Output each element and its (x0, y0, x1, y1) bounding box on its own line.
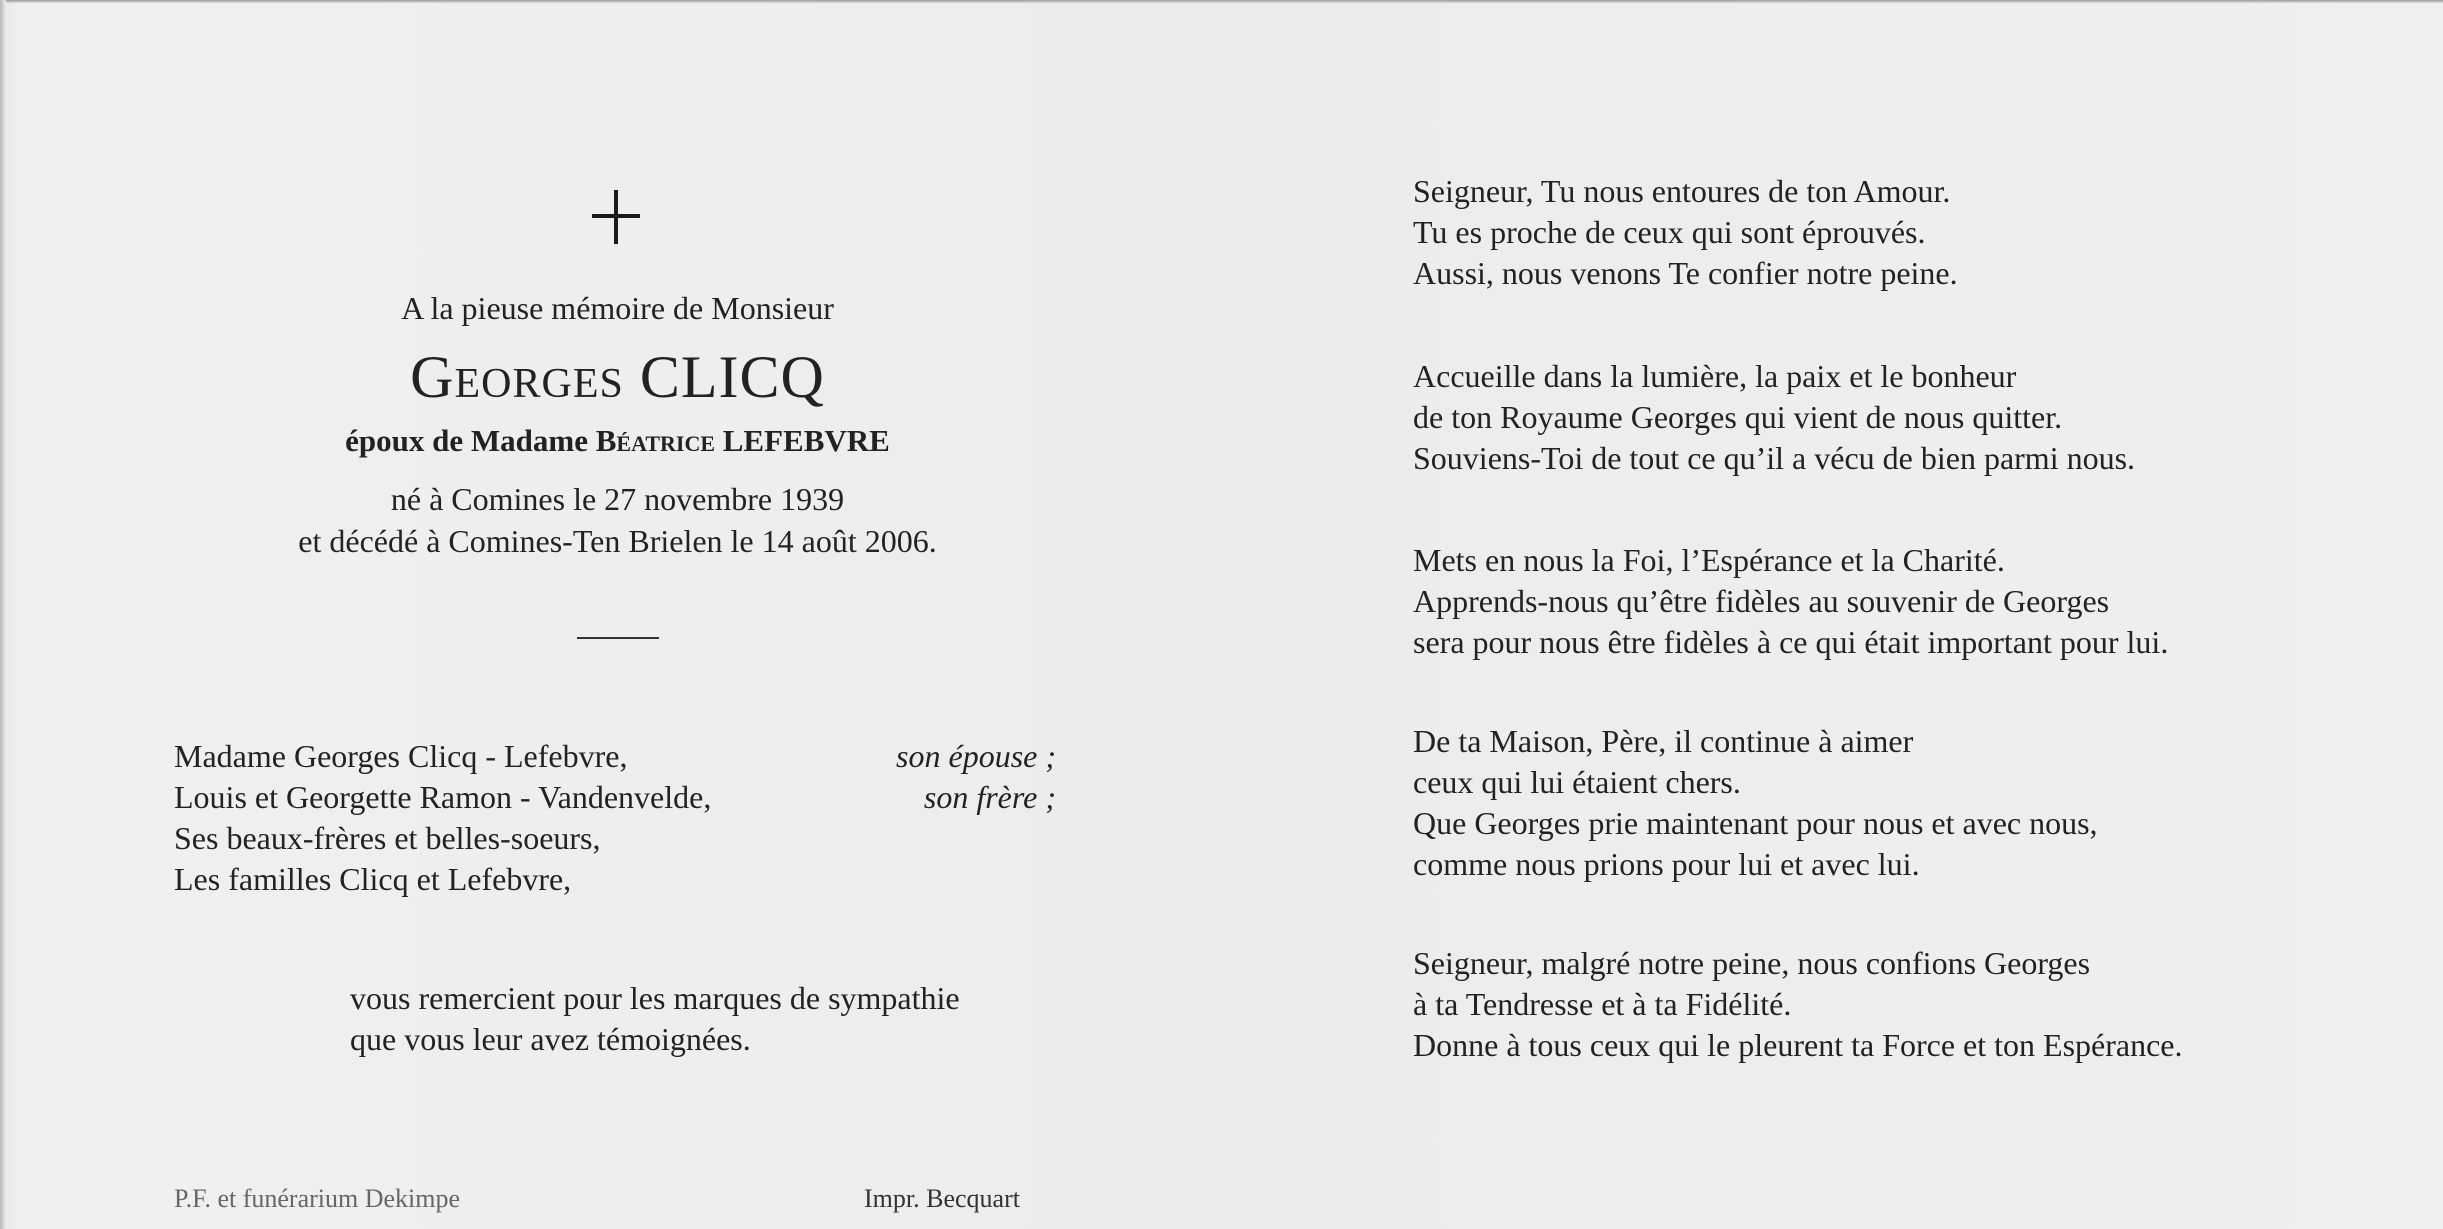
prayer-line: Donne à tous ceux qui le pleurent ta Force et ton Espérance. (1413, 1027, 2183, 1063)
family-relation: son frère ; (923, 779, 1056, 815)
prayer-line: sera pour nous être fidèles à ce qui était important pour lui. (1413, 624, 2169, 660)
prayer-line: Apprends-nous qu’être fidèles au souvenir de Georges (1413, 583, 2110, 619)
funeral-home: P.F. et funérarium Dekimpe (174, 1184, 461, 1213)
prayer-stanza (1413, 540, 2403, 663)
printer: Impr. Becquart (864, 1184, 1020, 1213)
family-row (174, 777, 1064, 818)
family-relation: son épouse ; (896, 738, 1056, 774)
family-row (174, 736, 1064, 777)
cross-icon (592, 178, 642, 254)
spouse-prefix: époux de Madame (345, 423, 596, 458)
spouse-name: Béatrice LEFEBVRE (595, 423, 890, 458)
prayer-line: Mets en nous la Foi, l’Espérance et la Charité. (1413, 542, 2005, 578)
family-row (174, 818, 1064, 859)
family-name: Ses beaux-frères et belles-soeurs, (174, 820, 601, 856)
thanks-text (350, 978, 1110, 1060)
prayer-line: Seigneur, Tu nous entoures de ton Amour. (1413, 173, 1951, 209)
thanks-line: vous remercient pour les marques de sympathie (350, 980, 960, 1016)
family-name: Madame Georges Clicq - Lefebvre, (174, 738, 628, 774)
birth-line: né à Comines le 27 novembre 1939 (390, 481, 845, 517)
prayer-line: Accueille dans la lumière, la paix et le bonheur (1413, 358, 2017, 394)
prayer-line: De ta Maison, Père, il continue à aimer (1413, 723, 1914, 759)
death-line: et décédé à Comines-Ten Brielen le 14 août 2006. (298, 523, 937, 559)
prayer-line: comme nous prions pour lui et avec lui. (1413, 846, 1920, 882)
prayer-stanza (1413, 171, 2403, 294)
prayer-line: Seigneur, malgré notre peine, nous confions Georges (1413, 945, 2091, 981)
prayer-stanza (1413, 943, 2403, 1066)
prayer-line: Souviens-Toi de tout ce qu’il a vécu de bien parmi nous. (1413, 440, 2136, 476)
intro-text: A la pieuse mémoire de Monsieur (401, 290, 834, 326)
prayer-stanza (1413, 356, 2403, 479)
thanks-line: que vous leur avez témoignées. (350, 1021, 751, 1057)
family-row (174, 859, 1064, 900)
divider (577, 637, 659, 639)
prayer-line: Que Georges prie maintenant pour nous et avec nous, (1413, 805, 2098, 841)
right-panel (1222, 0, 2443, 1229)
prayer-stanza (1413, 721, 2403, 885)
spouse-line (160, 418, 1075, 464)
dates (160, 478, 1075, 562)
family-name: Les familles Clicq et Lefebvre, (174, 861, 572, 897)
prayer-line: ceux qui lui étaient chers. (1413, 764, 1741, 800)
deceased-name: Georges CLICQ (410, 344, 825, 410)
family-list (174, 736, 1064, 900)
prayer-line: de ton Royaume Georges qui vient de nous quitter. (1413, 399, 2063, 435)
prayer-line: à ta Tendresse et à ta Fidélité. (1413, 986, 1792, 1022)
prayer-line: Tu es proche de ceux qui sont éprouvés. (1413, 214, 1926, 250)
prayer-line: Aussi, nous venons Te confier notre peine. (1413, 255, 1958, 291)
family-name: Louis et Georgette Ramon - Vandenvelde, (174, 779, 712, 815)
